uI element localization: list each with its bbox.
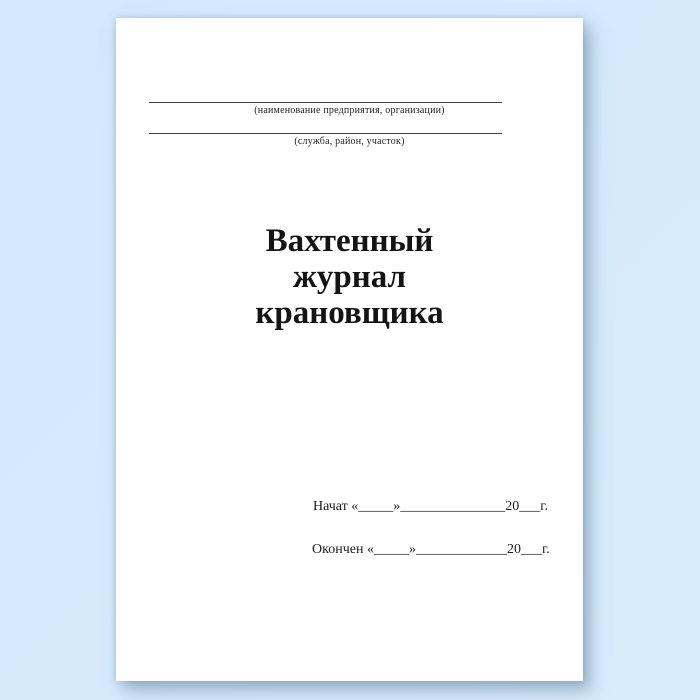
org-name-blank-line bbox=[149, 102, 502, 103]
title-line-2: журнал bbox=[292, 259, 407, 295]
title-line-1: Вахтенный bbox=[265, 223, 434, 259]
dept-caption: (служба, район, участок) bbox=[294, 136, 405, 147]
document-title bbox=[116, 223, 583, 331]
org-name-caption: (наименование предприятия, организации) bbox=[254, 105, 445, 116]
dept-blank-line bbox=[149, 133, 502, 134]
started-date-field: Начат «_____»_______________20___г. bbox=[313, 499, 548, 514]
title-line-3: крановщика bbox=[255, 295, 444, 331]
journal-cover-page bbox=[116, 18, 583, 681]
finished-date-field: Окончен «_____»_____________20___г. bbox=[312, 542, 550, 557]
